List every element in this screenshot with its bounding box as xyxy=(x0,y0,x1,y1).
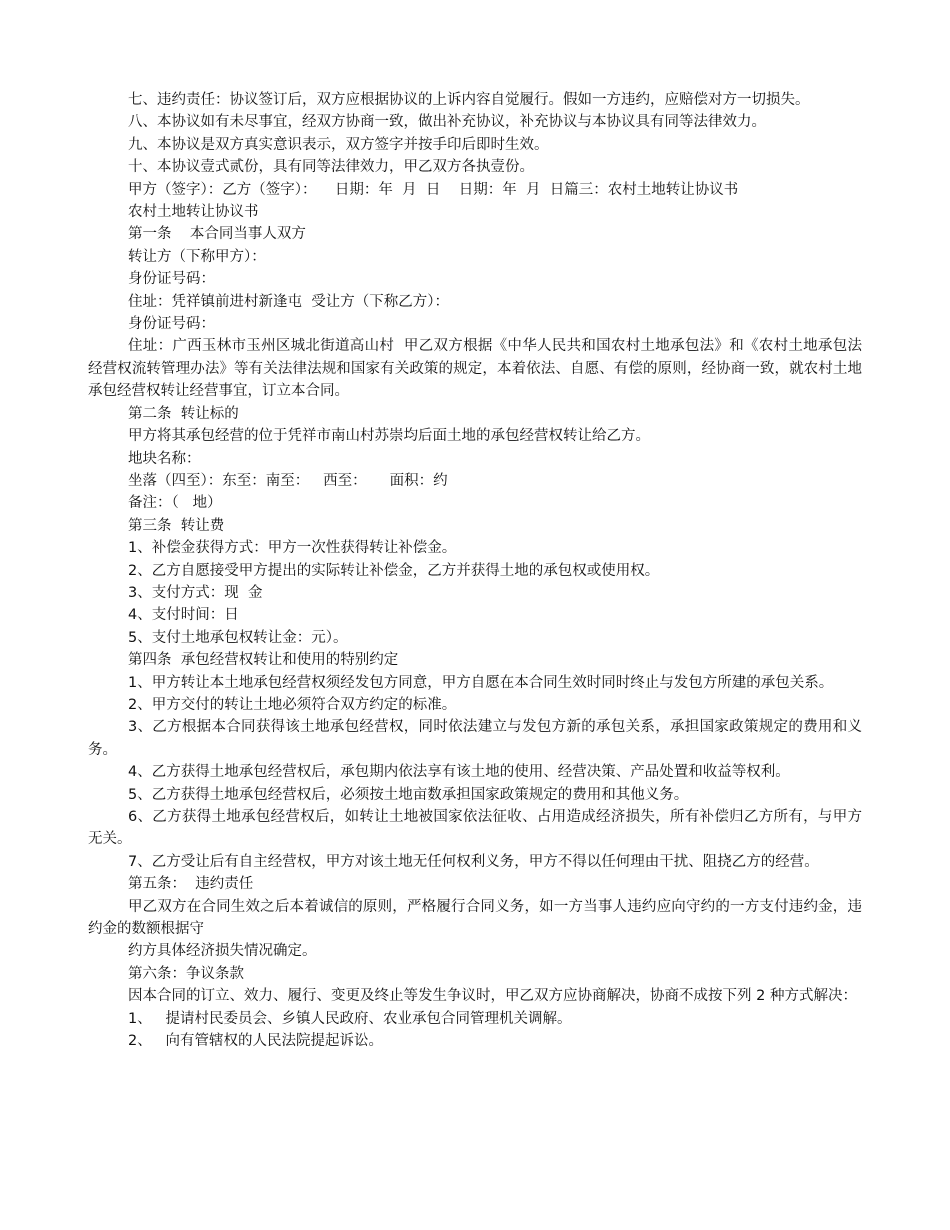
paragraph: 身份证号码： xyxy=(128,316,215,333)
paragraph: 4、支付时间：日 xyxy=(128,607,239,624)
paragraph: 甲方将其承包经营的位于凭祥市南山村苏崇均后面土地的承包经营权转让给乙方。 xyxy=(128,428,650,445)
paragraph: 1、补偿金获得方式：甲方一次性获得转让补偿金。 xyxy=(128,540,457,557)
paragraph: 身份证号码： xyxy=(128,271,215,288)
paragraph: 八、本协议如有未尽事宜，经双方协商一致，做出补充协议，补充协议与本协议具有同等法律效力。 xyxy=(128,114,766,131)
paragraph: 坐落（四至）：东至：南至： 西至： 面积：约 xyxy=(128,472,448,489)
paragraph: 住址：广西玉林市玉州区城北街道高山村 甲乙双方根据《中华人民共和国农村土地承包法》和《农村土地承包法经营权流转管理办法》等有关法律法规和国家有关政策的规定，本着依法、自愿、有偿的原则，经协商一致，就农村土地承包经营权转让经营事宜，订立本合同。 xyxy=(88,338,862,400)
paragraph: 第一条 本合同当事人双方 xyxy=(128,226,306,243)
paragraph: 1、 提请村民委员会、乡镇人民政府、农业承包合同管理机关调解。 xyxy=(128,1010,572,1027)
paragraph: 2、乙方自愿接受甲方提出的实际转让补偿金，乙方并获得土地的承包权或使用权。 xyxy=(128,562,660,579)
paragraph: 第六条：争议条款 xyxy=(128,965,244,982)
paragraph: 农村土地转让协议书 xyxy=(128,204,259,221)
paragraph: 十、本协议壹式贰份，具有同等法律效力，甲乙双方各执壹份。 xyxy=(128,159,534,176)
paragraph: 备注：（ 地） xyxy=(128,495,222,512)
paragraph: 地块名称： xyxy=(128,450,201,467)
paragraph: 第二条 转让标的 xyxy=(128,405,239,422)
paragraph: 转让方（下称甲方）： xyxy=(128,248,266,265)
paragraph: 3、支付方式：现 金 xyxy=(128,584,263,601)
paragraph: 6、乙方获得土地承包经营权后，如转让土地被国家依法征收、占用造成经济损失，所有补偿归乙方所有，与甲方无关。 xyxy=(88,809,862,848)
paragraph: 5、支付土地承包权转让金：元）。 xyxy=(128,629,348,646)
paragraph: 因本合同的订立、效力、履行、变更及终止等发生争议时，甲乙双方应协商解决，协商不成按下列 2 种方式解决： xyxy=(128,988,857,1005)
paragraph: 7、乙方受让后有自主经营权，甲方对该土地无任何权利义务，甲方不得以任何理由干扰、阻挠乙方的经营。 xyxy=(128,853,819,870)
paragraph: 第三条 转让费 xyxy=(128,517,225,534)
paragraph: 七、违约责任：协议签订后，双方应根据协议的上诉内容自觉履行。假如一方违约，应赔偿对方一切损失。 xyxy=(128,92,810,108)
document-body xyxy=(88,89,862,1052)
paragraph: 1、甲方转让本土地承包经营权须经发包方同意，甲方自愿在本合同生效时同时终止与发包方所建的承包关系。 xyxy=(128,674,834,691)
paragraph: 九、本协议是双方真实意识表示，双方签字并按手印后即时生效。 xyxy=(128,136,549,153)
paragraph: 甲方（签字）：乙方（签字）： 日期：年 月 日 日期：年 月 日篇三：农村土地转让协议书 xyxy=(128,181,739,198)
paragraph: 2、 向有管辖权的人民法院提起诉讼。 xyxy=(128,1033,384,1050)
paragraph: 第四条 承包经营权转让和使用的特别约定 xyxy=(128,652,399,669)
paragraph: 甲乙双方在合同生效之后本着诚信的原则，严格履行合同义务，如一方当事人违约应向守约的一方支付违约金，违约金的数额根据守 xyxy=(88,898,862,938)
paragraph: 住址：凭祥镇前进村新逢屯 受让方（下称乙方）： xyxy=(128,293,449,310)
paragraph: 3、乙方根据本合同获得该土地承包经营权，同时依法建立与发包方新的承包关系，承担国家政策规定的费用和义务。 xyxy=(88,719,862,758)
paragraph: 2、甲方交付的转让土地必须符合双方约定的标准。 xyxy=(128,696,457,713)
paragraph: 5、乙方获得土地承包经营权后，必须按土地亩数承担国家政策规定的费用和其他义务。 xyxy=(128,786,689,803)
paragraph: 约方具体经济损失情况确定。 xyxy=(128,943,317,960)
paragraph: 第五条： 违约责任 xyxy=(128,876,254,893)
paragraph: 4、乙方获得土地承包经营权后，承包期内依法享有该土地的使用、经营决策、产品处置和收益等权利。 xyxy=(128,764,790,781)
